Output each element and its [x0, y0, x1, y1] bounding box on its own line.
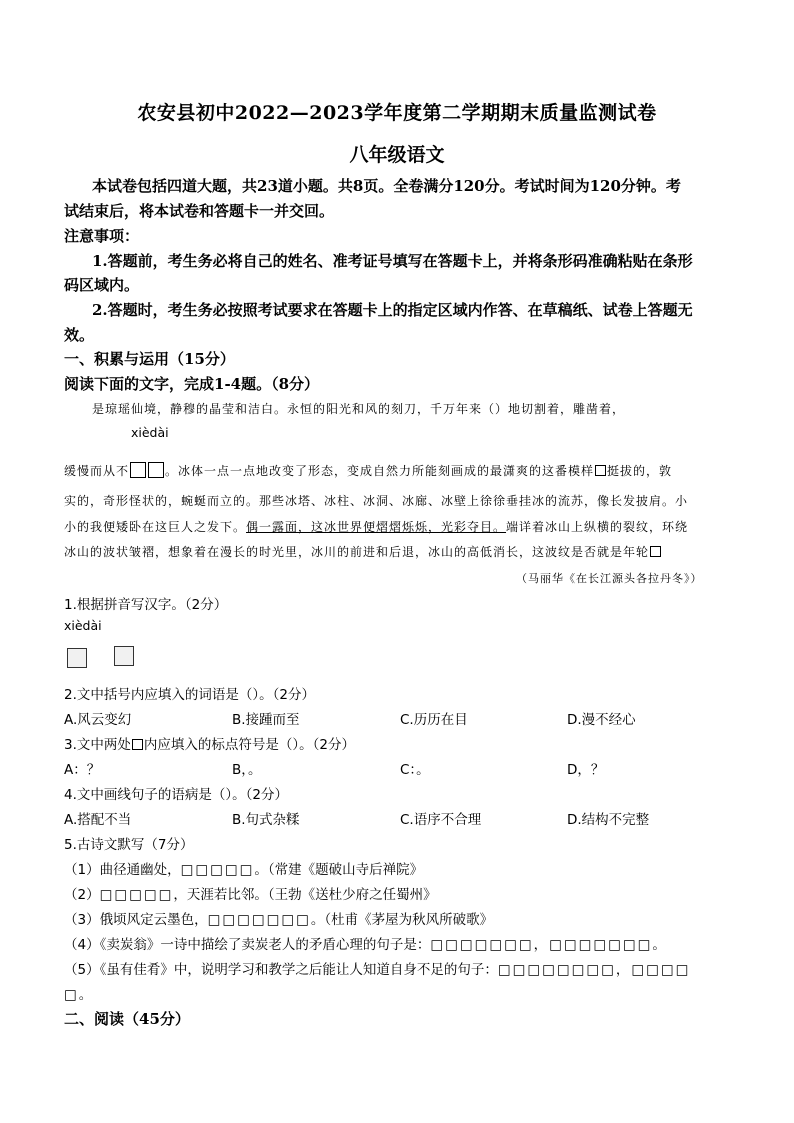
- passage-line-5-a: 冰山的波状皱褶，想象着在漫长的时光里，冰川的前进和后退，冰山的高低消长，这波纹是否就是年轮: [64, 545, 650, 559]
- passage-line-3: 实的，奇形怪状的，蜿蜒而立的。那些冰塔、冰柱、冰洞、冰廊、冰壁上徐徐垂挂冰的流苏，像长发披肩。小: [64, 494, 689, 508]
- q5-item-5-pre: （5）《虽有佳肴》中，说明学习和教学之后能让人知道自身不足的句子：: [64, 962, 498, 978]
- q5-item-1-post: 。（常建《题破山寺后禅院》: [254, 862, 424, 878]
- punctuation-box: [132, 739, 143, 750]
- q1-answer-box-2[interactable]: [114, 646, 134, 666]
- q2-option-b: B.接踵而至: [232, 712, 300, 728]
- exam-title: 农安县初中2022—2023学年度第二学期期末质量监测试卷: [137, 102, 657, 124]
- passage-line-2-c: 挺拔的，敦: [607, 464, 673, 478]
- q5-item-2-pre: （2）: [64, 887, 100, 903]
- blank-box: [148, 462, 164, 478]
- q5-item-3: [64, 908, 493, 928]
- intro-line-1: 本试卷包括四道大题，共23道小题。共8页。全卷满分120分。考试时间为120分钟。考: [92, 177, 681, 195]
- intro-line-2: 试结束后，将本试卷和答题卡一并交回。: [64, 202, 335, 220]
- reading-prompt: 阅读下面的文字，完成1-4题。（8分）: [64, 375, 320, 393]
- question-5: 5.古诗文默写（7分）: [64, 837, 194, 853]
- q2-option-a: A.风云变幻: [64, 712, 132, 728]
- q2-option-c: C.历历在目: [400, 712, 468, 728]
- q5-item-3-pre: （3）俄顷风定云墨色，: [64, 912, 208, 928]
- underlined-sentence: 偶一露面，这冰世界便熠熠烁烁，光彩夺目。: [246, 520, 507, 534]
- q4-option-a: A.搭配不当: [64, 812, 132, 828]
- q4-option-c: C.语序不合理: [400, 812, 482, 828]
- q5-item-2-post: ，天涯若比邻。（王勃《送杜少府之任蜀州》: [173, 887, 437, 903]
- punctuation-box: [650, 546, 661, 557]
- blank-box: [130, 462, 146, 478]
- passage-line-5: [64, 543, 662, 560]
- q3-option-a: A：？: [64, 762, 101, 778]
- passage-line-4: [64, 518, 688, 535]
- passage-line-2-a: 缓慢而从不: [64, 464, 130, 478]
- passage-line-4-a: 小的我便矮卧在这巨人之发下。: [64, 520, 247, 534]
- question-4: 4.文中画线句子的语病是（）。（2分）: [64, 787, 288, 803]
- q5-item-3-post: 。（杜甫《茅屋为秋风所破歌》: [310, 912, 494, 928]
- q4-option-b: B.句式杂糅: [232, 812, 300, 828]
- q5-item-5-continued: [64, 983, 92, 1003]
- section-1-heading: 一、积累与运用（15分）: [64, 350, 235, 368]
- q5-item-1-answer-boxes[interactable]: □□□□□: [180, 862, 255, 878]
- passage-pinyin: xièdài: [131, 425, 169, 440]
- q5-item-4-answer-boxes[interactable]: □□□□□□□，□□□□□□□: [430, 937, 653, 953]
- q5-item-4: [64, 933, 666, 953]
- q3-text-b: 内应填入的标点符号是（）。（2分）: [143, 737, 355, 753]
- passage-line-2: [64, 462, 672, 479]
- note-2-line-1: 2.答题时，考生务必按照考试要求在答题卡上的指定区域内作答、在草稿纸、试卷上答题无: [92, 301, 693, 319]
- q3-text-a: 3.文中两处: [64, 737, 131, 753]
- q1-answer-box-1[interactable]: [67, 648, 87, 668]
- q5-item-1-pre: （1）曲径通幽处，: [64, 862, 181, 878]
- q5-item-4-post: 。: [652, 937, 666, 953]
- q5-item-6-answer-boxes[interactable]: □: [64, 987, 79, 1003]
- passage-line-4-b: 端详着冰山上纵横的裂纹，环绕: [506, 520, 689, 534]
- q5-item-3-answer-boxes[interactable]: □□□□□□□: [207, 912, 311, 928]
- q3-option-c: C：。: [400, 762, 430, 778]
- question-3: [64, 733, 355, 753]
- q3-option-d: D，？: [567, 762, 605, 778]
- note-1-line-1: 1.答题前，考生务必将自己的姓名、准考证号填写在答题卡上，并将条形码准确粘贴在条形: [92, 252, 693, 270]
- notice-title: 注意事项：: [64, 227, 140, 245]
- passage-line-1: 是琼瑶仙境，静穆的晶莹和洁白。永恒的阳光和风的刻刀，千万年来（）地切割着，雕凿着，: [92, 402, 626, 416]
- note-1-line-2: 码区域内。: [64, 276, 140, 294]
- q5-item-2-answer-boxes[interactable]: □□□□□: [99, 887, 174, 903]
- q1-pinyin: xièdài: [64, 618, 102, 633]
- q5-item-4-pre: （4）《卖炭翁》一诗中描绘了卖炭老人的矛盾心理的句子是：: [64, 937, 431, 953]
- q5-item-5: [64, 958, 690, 978]
- question-2: 2.文中括号内应填入的词语是（）。（2分）: [64, 687, 315, 703]
- punctuation-box: [595, 465, 606, 476]
- q5-item-5-answer-boxes[interactable]: □□□□□□□□，□□□□: [497, 962, 691, 978]
- q5-item-1: [64, 858, 423, 878]
- section-2-heading: 二、阅读（45分）: [64, 1010, 190, 1028]
- q2-option-d: D.漫不经心: [567, 712, 636, 728]
- note-2-line-2: 效。: [64, 326, 95, 344]
- passage-source: （马丽华《在长江源头各拉丹冬》）: [516, 572, 703, 585]
- exam-subtitle: 八年级语文: [349, 144, 445, 166]
- passage-line-2-b: 。冰体一点一点地改变了形态，变成自然力所能刻画成的最潇爽的这番模样: [165, 464, 595, 478]
- q3-option-b: B，。: [232, 762, 262, 778]
- question-1: 1.根据拼音写汉字。（2分）: [64, 597, 228, 613]
- q4-option-d: D.结构不完整: [567, 812, 650, 828]
- q5-item-6-post: 。: [78, 987, 93, 1003]
- q5-item-2: [64, 883, 437, 903]
